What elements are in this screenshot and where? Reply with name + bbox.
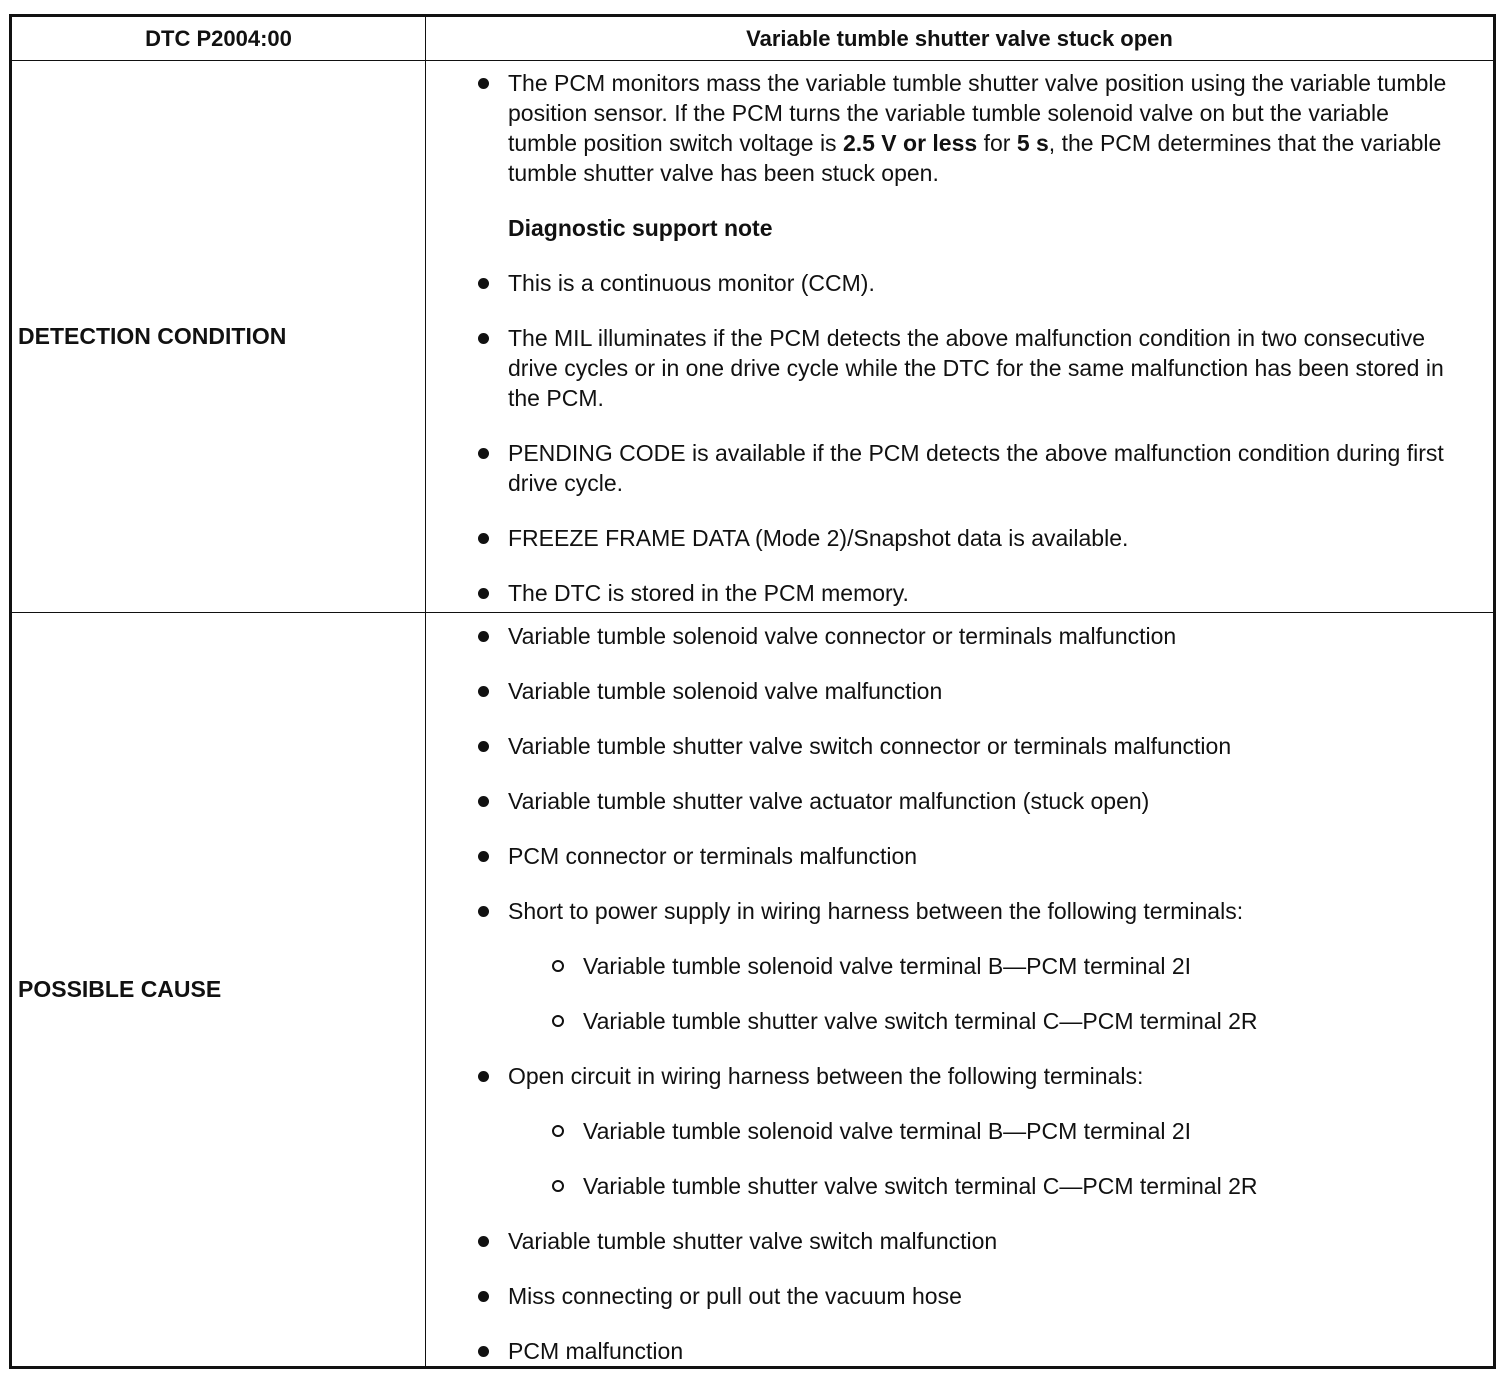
bullet-icon (478, 588, 489, 599)
open-circuit-terminal: Variable tumble shutter valve switch terminal C—PCM terminal 2R (583, 1173, 1258, 1199)
list-item (426, 523, 1493, 553)
possible-cause-label: POSSIBLE CAUSE (18, 976, 222, 1002)
cause-text: PCM connector or terminals malfunction (508, 843, 918, 869)
note-text: The DTC is stored in the PCM memory. (508, 580, 909, 606)
bullet-icon (478, 1346, 489, 1357)
list-item (426, 68, 1493, 188)
list-item (426, 323, 1493, 413)
list-item (426, 1226, 1493, 1256)
bullet-icon (478, 631, 489, 642)
cause-text: Variable tumble shutter valve switch connector or terminals malfunction (508, 733, 1232, 759)
dtc-code: DTC P2004:00 (145, 25, 292, 51)
cause-text: PCM malfunction (508, 1338, 684, 1364)
detection-condition-row (12, 61, 1493, 613)
cause-text: Variable tumble shutter valve switch malfunction (508, 1228, 998, 1254)
bullet-icon (478, 796, 489, 807)
list-item (426, 896, 1493, 926)
list-item (426, 731, 1493, 761)
note-text: PENDING CODE is available if the PCM detects the above malfunction condition during first drive cycle. (508, 440, 1444, 496)
cause-text: Open circuit in wiring harness between the following terminals: (508, 1063, 1144, 1089)
bullet-icon (478, 333, 489, 344)
list-item (426, 1061, 1493, 1091)
cause-text: Variable tumble solenoid valve connector or terminals malfunction (508, 623, 1177, 649)
sub-list-item (426, 1006, 1493, 1036)
sub-list-item (426, 1116, 1493, 1146)
hollow-bullet-icon (552, 1015, 564, 1027)
header-title-cell (426, 17, 1493, 60)
bullet-icon (478, 78, 489, 89)
cause-text: Variable tumble shutter valve actuator malfunction (stuck open) (508, 788, 1150, 814)
cause-text: Variable tumble solenoid valve malfunction (508, 678, 943, 704)
list-item (426, 1336, 1493, 1366)
table-header-row (12, 17, 1493, 61)
hollow-bullet-icon (552, 1125, 564, 1137)
bullet-icon (478, 1236, 489, 1247)
list-item (426, 841, 1493, 871)
open-circuit-terminal: Variable tumble solenoid valve terminal B—PCM terminal 2I (583, 1118, 1192, 1144)
detection-main-text (508, 68, 1463, 188)
cause-text: Miss connecting or pull out the vacuum hose (508, 1283, 962, 1309)
note-text: The MIL illuminates if the PCM detects the above malfunction condition in two consecutive drive cycles or in one drive cycle while the DTC for the same malfunction has been stored in the PCM. (508, 325, 1444, 411)
sub-list-item (426, 951, 1493, 981)
bullet-icon (478, 851, 489, 862)
bullet-icon (478, 1071, 489, 1082)
bullet-icon (478, 533, 489, 544)
note-text: This is a continuous monitor (CCM). (508, 270, 875, 296)
list-item (426, 786, 1493, 816)
bullet-icon (478, 686, 489, 697)
sub-list-item (426, 1171, 1493, 1201)
diagnostic-note-heading: Diagnostic support note (508, 215, 773, 241)
bullet-icon (478, 448, 489, 459)
detection-list (426, 68, 1493, 608)
dtc-title: Variable tumble shutter valve stuck open (746, 25, 1173, 51)
list-item (426, 1281, 1493, 1311)
cause-text: Short to power supply in wiring harness between the following terminals: (508, 898, 1244, 924)
hollow-bullet-icon (552, 960, 564, 972)
note-text: FREEZE FRAME DATA (Mode 2)/Snapshot data is available. (508, 525, 1129, 551)
short-circuit-terminal: Variable tumble solenoid valve terminal B—PCM terminal 2I (583, 953, 1192, 979)
detection-text-part: for (977, 130, 1017, 156)
list-item (426, 578, 1493, 608)
list-item (426, 676, 1493, 706)
bullet-icon (478, 1291, 489, 1302)
list-item (426, 268, 1493, 298)
detection-text-part: The PCM monitors mass the variable tumble shutter valve position using the variable tumble position sensor. If the PCM turns the variable tumble solenoid valve on but the variable tumble position switch voltage is (508, 70, 1447, 156)
hollow-bullet-icon (552, 1180, 564, 1192)
detection-condition-label: DETECTION CONDITION (18, 323, 287, 349)
list-item (426, 438, 1493, 498)
bullet-icon (478, 278, 489, 289)
detection-label-cell (12, 61, 426, 612)
cause-label-cell (12, 613, 426, 1366)
short-circuit-terminal: Variable tumble shutter valve switch terminal C—PCM terminal 2R (583, 1008, 1258, 1034)
voltage-threshold: 2.5 V or less (842, 130, 978, 156)
dtc-table (9, 14, 1496, 1369)
bullet-icon (478, 906, 489, 917)
possible-cause-row (12, 613, 1493, 1366)
cause-list (426, 621, 1493, 1366)
detection-content-cell (426, 61, 1493, 612)
cause-content-cell (426, 613, 1493, 1366)
time-threshold: 5 s (1016, 130, 1049, 156)
detection-text-part: , the PCM determines that the variable tumble shutter valve has been stuck open. (508, 130, 1442, 186)
list-item (426, 621, 1493, 651)
bullet-icon (478, 741, 489, 752)
header-code-cell (12, 17, 426, 60)
